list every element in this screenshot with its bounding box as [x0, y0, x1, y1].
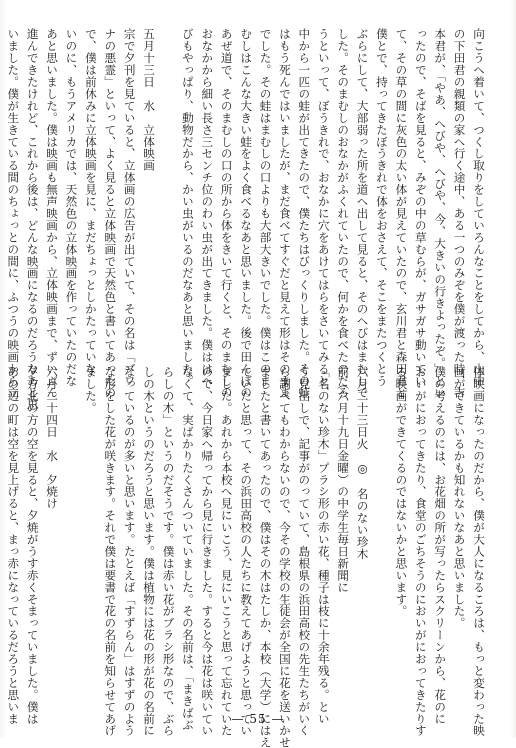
text-line: むしはこんな大きい蛙をよく食べるなあと思いました。後で田んぼの: [239, 28, 254, 399]
text-line: 宗で夕刊を見ていると、立体画の広告が出ていて、その名は「ブワ: [122, 28, 137, 387]
paragraph-gap: [61, 366, 80, 688]
text-line: 本君が、「やあ、へびや、へびや、今、大きいの行きよったぞ。」とい: [433, 28, 448, 399]
text-line: おいがにおってきたり、食堂のごちそうのにおいがにおってきたりす: [413, 366, 428, 737]
text-line: 向こうへ着いて、つくし取りをしていろんなことをしてから、山中: [472, 28, 486, 387]
text-line: 六月二十三日火 ◎ 名のない珍木: [355, 366, 370, 560]
text-line: う見出しで、記事がのっていて、島根県の浜田高校の先生たちがいく: [297, 366, 312, 737]
text-line: ていたと思って、その浜田高校の人たちに教えてあげようと思ってい: [239, 366, 254, 737]
text-line: な形をした花が咲きます。それで僕は要書で花の名前を知らせてあげ: [103, 366, 118, 737]
text-line: うといって、ぼうきれで、おなかに穴をあけてはらをさいてみると、: [316, 28, 331, 399]
text-line: 前（六月十九日金曜）の中学生毎日新聞に: [336, 366, 351, 594]
text-line: はもう死んではいましたが、まだ食べてすぐだと見えて形はそのまま: [277, 28, 292, 399]
text-line: ました。: [83, 366, 98, 414]
text-line: ナの悪霊」といって、よく見ると立体映画で天然色と書いてあったの: [103, 28, 118, 399]
text-line: なっているのが多いと思います。たとえば「すずらん」はすずのよう: [122, 366, 137, 737]
text-line: 画ができているかも知れないなあと思いました。: [452, 366, 467, 629]
text-line: ぶらにして、大部弱った所を道へ出して見ると、そのへびはまむしで: [355, 28, 370, 399]
text-line: ので、今日家へ帰ってから見に行きました。すると今は花は咲いてい: [200, 366, 215, 737]
text-line: あの辺の町は空を見上げると、まっ赤になっているだろうと思いま: [6, 366, 21, 725]
text-line: した。そのまむしのおなかがふくれていたので、何かを食べたのだろ: [336, 28, 351, 399]
upper-text-block: [6, 28, 488, 411]
text-line: 夕方北の方の空を見ると、夕焼がうす赤くそまっていました。僕は: [25, 366, 40, 725]
text-line: で、僕は前休みに立体映画を見に、まだちょっとしかたっていな: [83, 28, 98, 375]
text-line: びもやっぱり、動物だから、かい虫がいるのだなあと思いました。: [180, 28, 195, 387]
text-line: 僕とで、持ってきたぼうきれで体をおさえて、そこをまたつくとう: [374, 28, 389, 387]
text-line: ましたと書いてあったので、僕はその木はたしか、本校（大学）にはえ: [258, 366, 273, 748]
text-line: らしの木」というのだそうです。僕は赤い花がブラシ形なので、ぶら: [161, 366, 176, 737]
text-line: 体映画になったのだから、僕が大人になるころは、もっと変わった映: [472, 366, 486, 737]
paragraph-gap: [372, 366, 391, 688]
text-line: しの木というのだろうと思います。僕は植物には花の形が花の名前に: [142, 366, 157, 737]
text-line: る映画ができてくるのではないかと思います。: [394, 366, 409, 617]
text-line: あと思いました。僕は映画も無声映画から、立体映画まで、ずいぶん: [45, 28, 60, 399]
text-line: ら調べてもわからないので、今その学校の生徒会が全国に花を送いかせ: [277, 366, 292, 748]
text-line: なくて、実ばかりたくさんついていました。その名前は、「まきばぶ: [180, 366, 195, 731]
text-line: ったので、そばを見ると、みぞの中の草むらが、ガサガサ動いてい: [413, 28, 428, 387]
text-line: の下田君の親類の家へ行く途中、ある一つのみぞを僕が渡った時、吉: [452, 28, 467, 399]
page-number: — 55 —: [231, 712, 285, 726]
text-line: 進んできたけれど、これから後は、どんな映画になるのだろうなあと思: [25, 28, 40, 411]
text-line: 「名のない珍木」プラシ形の赤い花、種子は枝に十余年残る。とい: [316, 366, 331, 725]
text-line: 僕の考えるのには、お花畑の所が写ったらスクリーンから、花のに: [433, 366, 448, 725]
text-line: でした。その蛙はまむしの口よりも大部大きいでした。僕はこのま: [258, 28, 273, 387]
text-line: ました。あれから本校へ見にいこう、見にいこうと思って忘れていた: [219, 366, 234, 737]
text-line: おなかから細い長さ三センチ位のわい虫が出てきました。僕ははへ: [200, 28, 215, 387]
text-line: いのに、もうアメリカでは、天然色の立体映画を作っていたのだな: [64, 28, 79, 387]
text-line: 六月二十四日 水 夕焼け: [45, 366, 60, 510]
text-line: 中から一匹の蛙が出てきたので、僕たちはびっくりしました。その蛙: [297, 28, 312, 399]
paragraph-gap: [158, 28, 177, 336]
text-line: いました。僕が生きている間のちょっとの間に、ふつうの映画から立: [6, 28, 21, 399]
text-line: あぜ道で、そのまむしの口の所から体をきいて行くと、そのまむしの: [219, 28, 234, 399]
text-line: 五月十三日 水 立体映画: [142, 28, 157, 172]
text-line: て、その草の間に灰色の太い体が見えていたので、玄川君と森田君と: [394, 28, 409, 399]
